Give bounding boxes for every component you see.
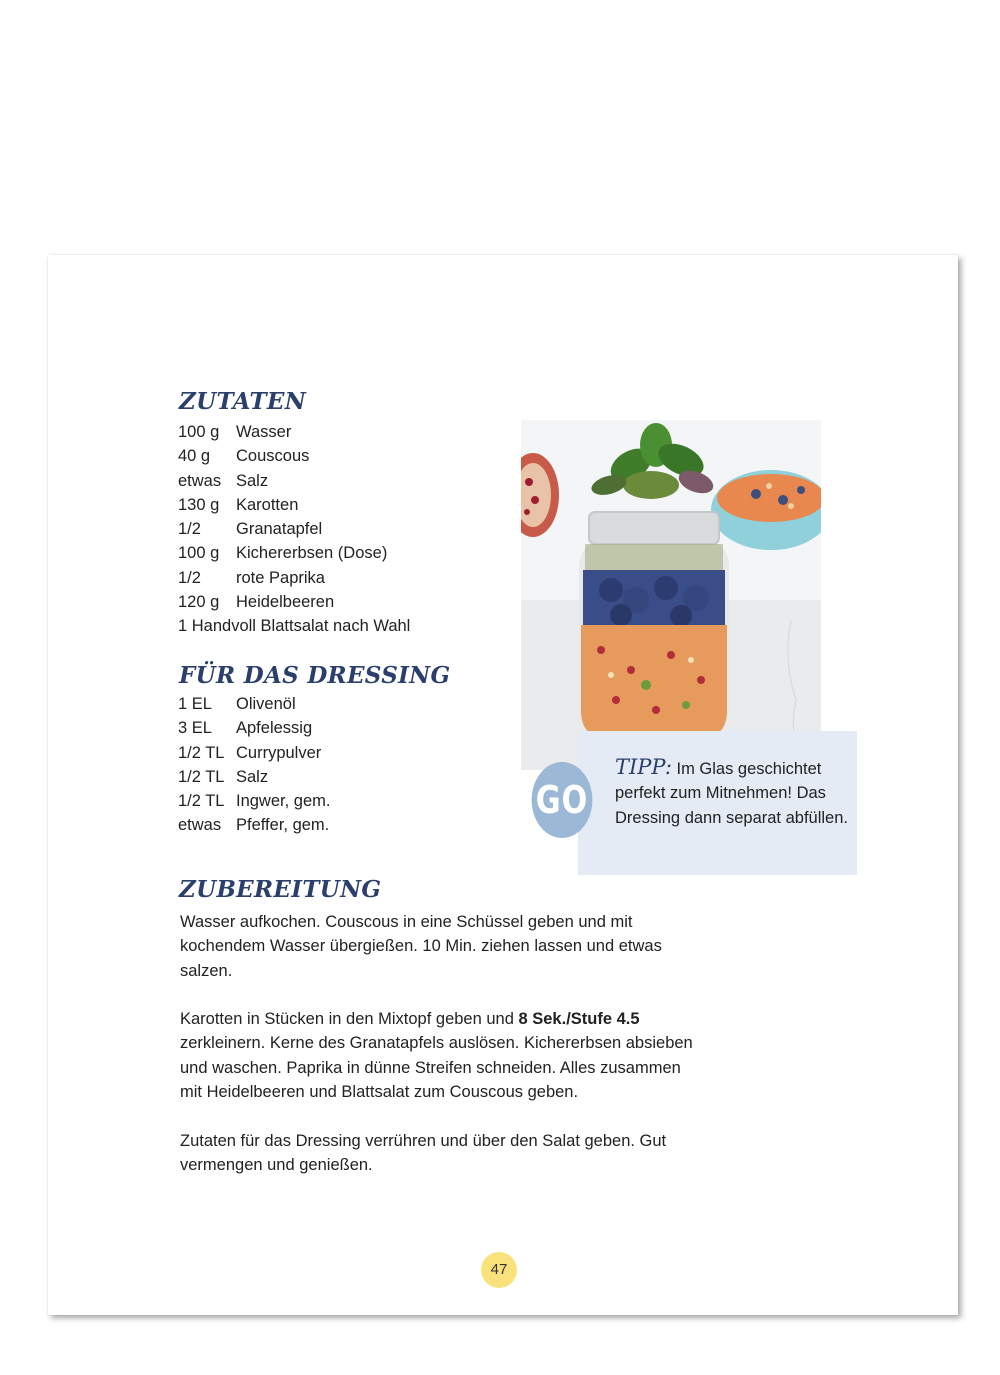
dressing-row [178,765,330,789]
dressing-name: Pfeffer, gem. [236,816,330,835]
dressing-heading: FÜR DAS DRESSING [179,662,451,689]
salad-jar-illustration [521,420,821,770]
dressing-row [178,789,330,813]
tip-box [578,731,857,875]
page-number: 47 [481,1252,517,1288]
dressing-row [178,741,330,765]
dressing-amount: 1/2 TL [178,767,225,786]
step-2-text-rest: zerkleinern. Kerne des Granatapfels auslösen. Kichererbsen absieben und waschen. Paprika in dünne Streifen schneiden. Alles zusammen mit Heidelbeeren und Blattsalat zum Couscous geben. [180,1034,693,1102]
ingredient-name: Wasser [236,423,292,441]
go-badge: GO [532,762,593,838]
ingredient-row [178,517,410,541]
dressing-row [178,813,330,837]
tip-label: TIPP: [615,755,672,779]
dressing-name: Salz [236,767,269,786]
salad-jar-photo [521,420,821,770]
tip-text [615,755,850,830]
preparation-text [180,910,700,1202]
ingredient-row [178,420,410,444]
ingredient-amount: etwas [178,471,222,490]
dressing-amount: 1 EL [178,695,212,713]
tip-body: Im Glas geschichtet perfekt zum Mitnehmen! Das Dressing dann separat abfüllen. [615,760,848,827]
dressing-list [178,692,330,838]
dressing-row [178,692,330,716]
ingredients-heading: ZUTATEN [179,388,307,415]
dressing-name: Olivenöl [236,695,296,713]
preparation-step-1: Wasser aufkochen. Couscous in eine Schüssel geben und mit kochendem Wasser übergießen. 10 Min. ziehen lassen und etwas salzen. [180,913,662,980]
ingredient-row [178,590,410,614]
preparation-step-3: Zutaten für das Dressing verrühren und über den Salat geben. Gut vermengen und genießen. [180,1131,667,1174]
preparation-heading: ZUBEREITUNG [179,876,382,903]
ingredient-name: rote Paprika [236,568,325,587]
ingredient-row [178,541,410,565]
dressing-row [178,716,330,740]
ingredient-name: Couscous [236,447,310,466]
cookbook-page [48,255,958,1315]
dressing-amount: etwas [178,816,222,835]
ingredient-row [178,493,410,517]
step-2-setting: 8 Sek./Stufe 4.5 [518,1010,640,1029]
ingredient-name: Heidelbeeren [236,593,335,612]
dressing-amount: 3 EL [178,719,212,738]
ingredients-list [178,420,410,639]
dressing-name: Ingwer, gem. [236,792,331,811]
ingredient-name: Granatapfel [236,520,323,539]
ingredient-amount: 100 g [178,423,220,441]
ingredient-amount: 1/2 [178,568,201,587]
ingredient-name: Kichererbsen (Dose) [236,544,388,563]
dressing-amount: 1/2 TL [178,743,225,762]
ingredient-amount: 130 g [178,495,220,514]
ingredient-name: Karotten [236,495,299,514]
dressing-amount: 1/2 TL [178,792,225,811]
ingredient-name: Salz [236,471,269,490]
ingredient-amount: 40 g [178,447,211,466]
preparation-step-2 [180,1007,700,1104]
step-2-text: Karotten in Stücken in den Mixtopf geben und [180,1010,519,1029]
ingredient-row: 1 Handvoll Blattsalat nach Wahl [178,617,411,636]
ingredient-amount: 1/2 [178,520,201,539]
ingredient-row [178,444,410,468]
ingredient-amount: 120 g [178,593,220,612]
ingredient-amount: 100 g [178,544,220,563]
ingredient-row [178,566,410,590]
ingredient-row [178,469,410,493]
dressing-name: Currypulver [236,743,322,762]
dressing-name: Apfelessig [236,719,313,738]
